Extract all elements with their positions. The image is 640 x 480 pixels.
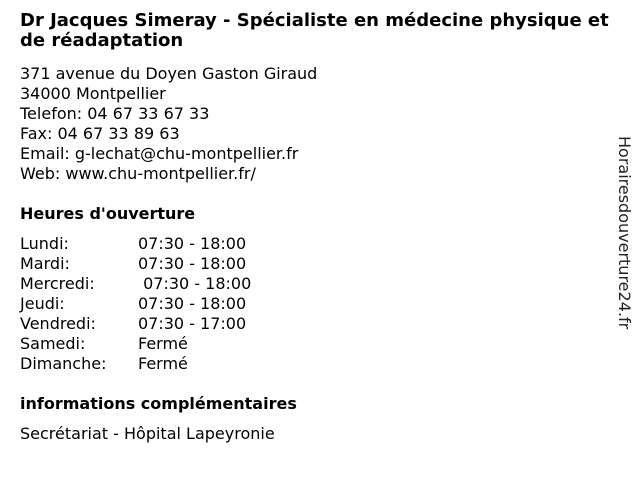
- day-label: Samedi:: [20, 334, 86, 353]
- additional-info-heading: informations complémentaires: [20, 394, 297, 413]
- day-label: Lundi:: [20, 234, 69, 253]
- time-value: Fermé: [138, 354, 188, 373]
- email-line: Email: g-lechat@chu-montpellier.fr: [20, 144, 299, 163]
- address-line: 371 avenue du Doyen Gaston Giraud: [20, 64, 318, 83]
- city-line: 34000 Montpellier: [20, 84, 166, 103]
- contact-info: [20, 64, 317, 184]
- opening-hours-heading: Heures d'ouverture: [20, 204, 196, 223]
- hours-row-wednesday: [20, 274, 340, 294]
- day-label: Mercredi:: [20, 274, 95, 293]
- hours-row-tuesday: [20, 254, 340, 274]
- site-watermark: Horairesdouverture24.fr: [615, 136, 634, 330]
- time-value: 07:30 - 17:00: [138, 314, 247, 333]
- day-label: Dimanche:: [20, 354, 107, 373]
- opening-hours-table: [20, 234, 340, 374]
- hours-row-thursday: [20, 294, 340, 314]
- day-label: Jeudi:: [20, 294, 65, 313]
- time-value: 07:30 - 18:00: [138, 274, 252, 293]
- time-value: 07:30 - 18:00: [138, 294, 247, 313]
- additional-info-text: Secrétariat - Hôpital Lapeyronie: [20, 424, 275, 443]
- page-title: Dr Jacques Simeray - Spécialiste en médecine physique et de réadaptation: [20, 10, 609, 51]
- time-value: Fermé: [138, 334, 188, 353]
- hours-row-sunday: [20, 354, 340, 374]
- fax-line: Fax: 04 67 33 89 63: [20, 124, 180, 143]
- day-label: Vendredi:: [20, 314, 96, 333]
- time-value: 07:30 - 18:00: [138, 234, 247, 253]
- day-label: Mardi:: [20, 254, 70, 273]
- phone-line: Telefon: 04 67 33 67 33: [20, 104, 210, 123]
- time-value: 07:30 - 18:00: [138, 254, 247, 273]
- hours-row-friday: [20, 314, 340, 334]
- web-line: Web: www.chu-montpellier.fr/: [20, 164, 256, 183]
- hours-row-monday: [20, 234, 340, 254]
- hours-row-saturday: [20, 334, 340, 354]
